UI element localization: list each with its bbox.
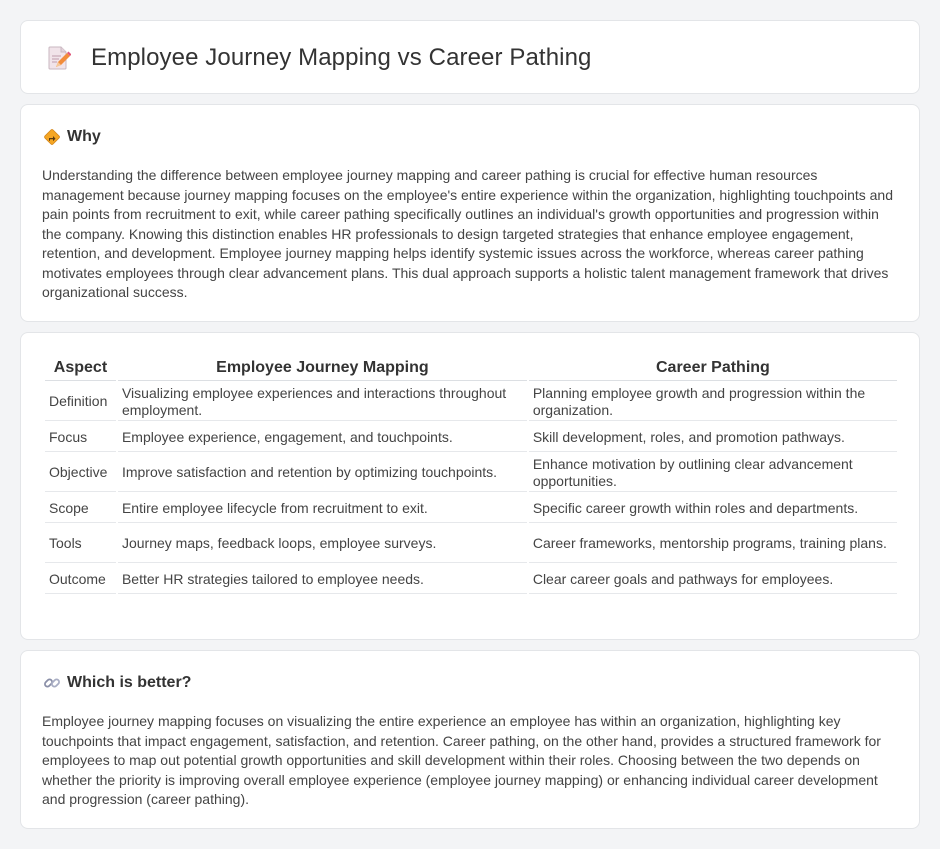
row-journey-value: Improve satisfaction and retention by optimizing touchpoints. xyxy=(118,454,527,492)
link-icon xyxy=(43,674,61,692)
header-career-pathing: Career Pathing xyxy=(529,355,897,381)
which-is-better-section xyxy=(20,650,920,829)
document-pencil-icon xyxy=(47,45,71,71)
row-journey-value: Visualizing employee experiences and interactions throughout employment. xyxy=(118,383,527,421)
title-row xyxy=(47,44,591,72)
comparison-table xyxy=(43,353,899,596)
row-aspect: Scope xyxy=(45,494,116,523)
why-heading: Why xyxy=(67,128,101,145)
why-text: Understanding the difference between employee journey mapping and career pathing is crucial for effective human resources management because journey mapping focuses on the employee's entire experience within the organization, highlighting touchpoints and pain points from recruitment to exit, while career pathing specifically outlines an individual's growth opportunities and progression within the company. Knowing this distinction enables HR professionals to design targeted strategies that enhance employee engagement, retention, and development. Employee journey mapping helps identify systemic issues across the workforce, whereas career pathing motivates employees through clear advancement plans. This dual approach supports a holistic talent management framework that drives organizational success. xyxy=(42,167,893,300)
row-journey-value: Journey maps, feedback loops, employee surveys. xyxy=(118,525,527,563)
row-career-value: Planning employee growth and progression within the organization. xyxy=(529,383,897,421)
table-row xyxy=(45,565,897,594)
row-career-value: Enhance motivation by outlining clear advancement opportunities. xyxy=(529,454,897,492)
why-section xyxy=(20,104,920,322)
row-journey-value: Better HR strategies tailored to employee needs. xyxy=(118,565,527,594)
table-row xyxy=(45,383,897,421)
why-heading-row xyxy=(43,128,101,146)
header-aspect: Aspect xyxy=(45,355,116,381)
row-career-value: Specific career growth within roles and departments. xyxy=(529,494,897,523)
row-aspect: Definition xyxy=(45,383,116,421)
row-career-value: Skill development, roles, and promotion pathways. xyxy=(529,423,897,452)
table-row xyxy=(45,525,897,563)
header-card xyxy=(20,20,920,94)
row-career-value: Career frameworks, mentorship programs, training plans. xyxy=(529,525,897,563)
table-row xyxy=(45,423,897,452)
better-heading-row xyxy=(43,674,191,692)
comparison-section xyxy=(20,332,920,640)
row-career-value: Clear career goals and pathways for employees. xyxy=(529,565,897,594)
row-aspect: Focus xyxy=(45,423,116,452)
row-journey-value: Employee experience, engagement, and touchpoints. xyxy=(118,423,527,452)
diamond-sign-icon xyxy=(43,128,61,146)
table-row xyxy=(45,454,897,492)
better-text: Employee journey mapping focuses on visualizing the entire experience an employee has within an organization, highlighting key touchpoints that impact engagement, satisfaction, and retention. Career pathing, on the other hand, provides a structured framework for employees to map out potential growth opportunities and skill development within their roles. Choosing between the two depends on whether the priority is improving overall employee experience (employee journey mapping) or enhancing individual career development and progression (career pathing). xyxy=(42,713,881,807)
row-aspect: Objective xyxy=(45,454,116,492)
table-header-row xyxy=(45,355,897,381)
table-row xyxy=(45,494,897,523)
row-journey-value: Entire employee lifecycle from recruitment to exit. xyxy=(118,494,527,523)
page-title: Employee Journey Mapping vs Career Pathing xyxy=(91,44,592,71)
row-aspect: Outcome xyxy=(45,565,116,594)
row-aspect: Tools xyxy=(45,525,116,563)
better-heading: Which is better? xyxy=(67,674,192,691)
header-employee-journey-mapping: Employee Journey Mapping xyxy=(118,355,527,381)
